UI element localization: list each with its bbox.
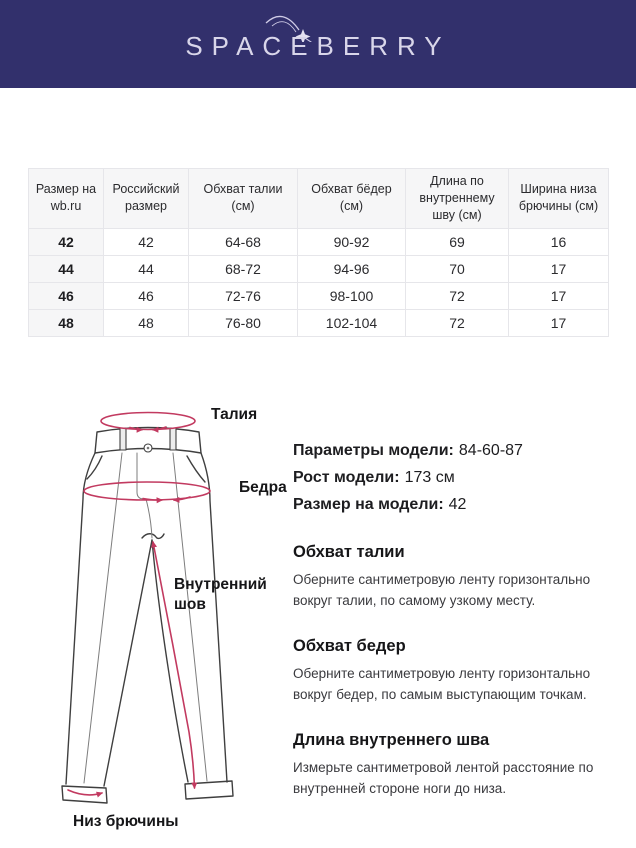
size-table: [28, 168, 609, 337]
col-header-hem-width: Ширина низа брючины (см): [509, 169, 609, 229]
cell-waist: 76-80: [189, 309, 298, 336]
table-row: [29, 282, 609, 309]
col-header-inseam: Длина по внутреннему шву (см): [406, 169, 509, 229]
cell-waist: 72-76: [189, 282, 298, 309]
waist-measure-section: [293, 543, 618, 612]
cell-ru-size: 48: [104, 309, 189, 336]
cell-waist: 64-68: [189, 228, 298, 255]
col-header-hips: Обхват бёдер (см): [298, 169, 406, 229]
hips-measure-section: [293, 637, 618, 706]
waist-label: Талия: [211, 406, 258, 423]
hem-label: Низ брючины: [73, 813, 179, 830]
cell-hem: 17: [509, 309, 609, 336]
inseam-measure-text: Измерьте сантиметровой лентой расстояние по внутренней стороне ноги до низа.: [293, 759, 594, 796]
cell-size: 46: [29, 282, 104, 309]
model-parameters-block: [293, 437, 618, 518]
model-height-line: [293, 464, 618, 491]
hips-measure-title: Обхват бедер: [293, 636, 406, 655]
cell-size: 44: [29, 255, 104, 282]
cell-hips: 90-92: [298, 228, 406, 255]
cell-size: 42: [29, 228, 104, 255]
model-size-value: 42: [448, 496, 467, 513]
cell-hips: 102-104: [298, 309, 406, 336]
inseam-measure-section: [293, 731, 618, 800]
measurement-info-column: [293, 437, 618, 800]
cell-hem: 16: [509, 228, 609, 255]
hips-label: Бедра: [239, 479, 287, 496]
pants-measurement-diagram: [40, 392, 290, 838]
model-height-value: 173 см: [404, 469, 455, 486]
waist-measure-title: Обхват талии: [293, 543, 405, 561]
inseam-label-line1: Внутренний: [174, 576, 267, 593]
model-parameters-label: Параметры модели:: [293, 442, 454, 459]
inseam-label-line2: шов: [174, 596, 206, 613]
cell-ru-size: 46: [104, 282, 189, 309]
cell-hips: 98-100: [298, 282, 406, 309]
waist-measure-text: Оберните сантиметровую ленту горизонтально вокруг талии, по самому узкому месту.: [293, 572, 591, 608]
cell-inseam: 72: [406, 309, 509, 336]
table-row: [29, 309, 609, 336]
inseam-measure-title: Длина внутреннего шва: [293, 730, 490, 749]
hips-measure-text: Оберните сантиметровую ленту горизонтально вокруг бедер, по самым выступающим точкам.: [293, 665, 591, 702]
col-header-waist: Обхват талии (см): [189, 169, 298, 229]
hips-ellipse: [84, 482, 210, 500]
model-parameters-line: [293, 437, 618, 464]
table-row: [29, 255, 609, 282]
brand-logo: SPACEBERRY: [185, 31, 451, 61]
model-parameters-value: 84-60-87: [458, 442, 523, 459]
model-size-line: [293, 491, 618, 518]
brand-header: [0, 0, 636, 88]
cell-waist: 68-72: [189, 255, 298, 282]
table-row: [29, 228, 609, 255]
model-size-label: Размер на модели:: [293, 496, 444, 513]
cell-size: 48: [29, 309, 104, 336]
model-height-label: Рост модели:: [293, 469, 400, 486]
cell-hem: 17: [509, 282, 609, 309]
cell-inseam: 69: [406, 228, 509, 255]
col-header-wb-size: Размер на wb.ru: [29, 169, 104, 229]
cell-inseam: 70: [406, 255, 509, 282]
cell-inseam: 72: [406, 282, 509, 309]
cell-ru-size: 44: [104, 255, 189, 282]
size-table-header-row: [29, 169, 609, 229]
pants-outline: [62, 428, 233, 804]
cell-hips: 94-96: [298, 255, 406, 282]
hem-measure-line: [68, 790, 102, 795]
cell-ru-size: 42: [104, 228, 189, 255]
col-header-ru-size: Российский размер: [104, 169, 189, 229]
cell-hem: 17: [509, 255, 609, 282]
